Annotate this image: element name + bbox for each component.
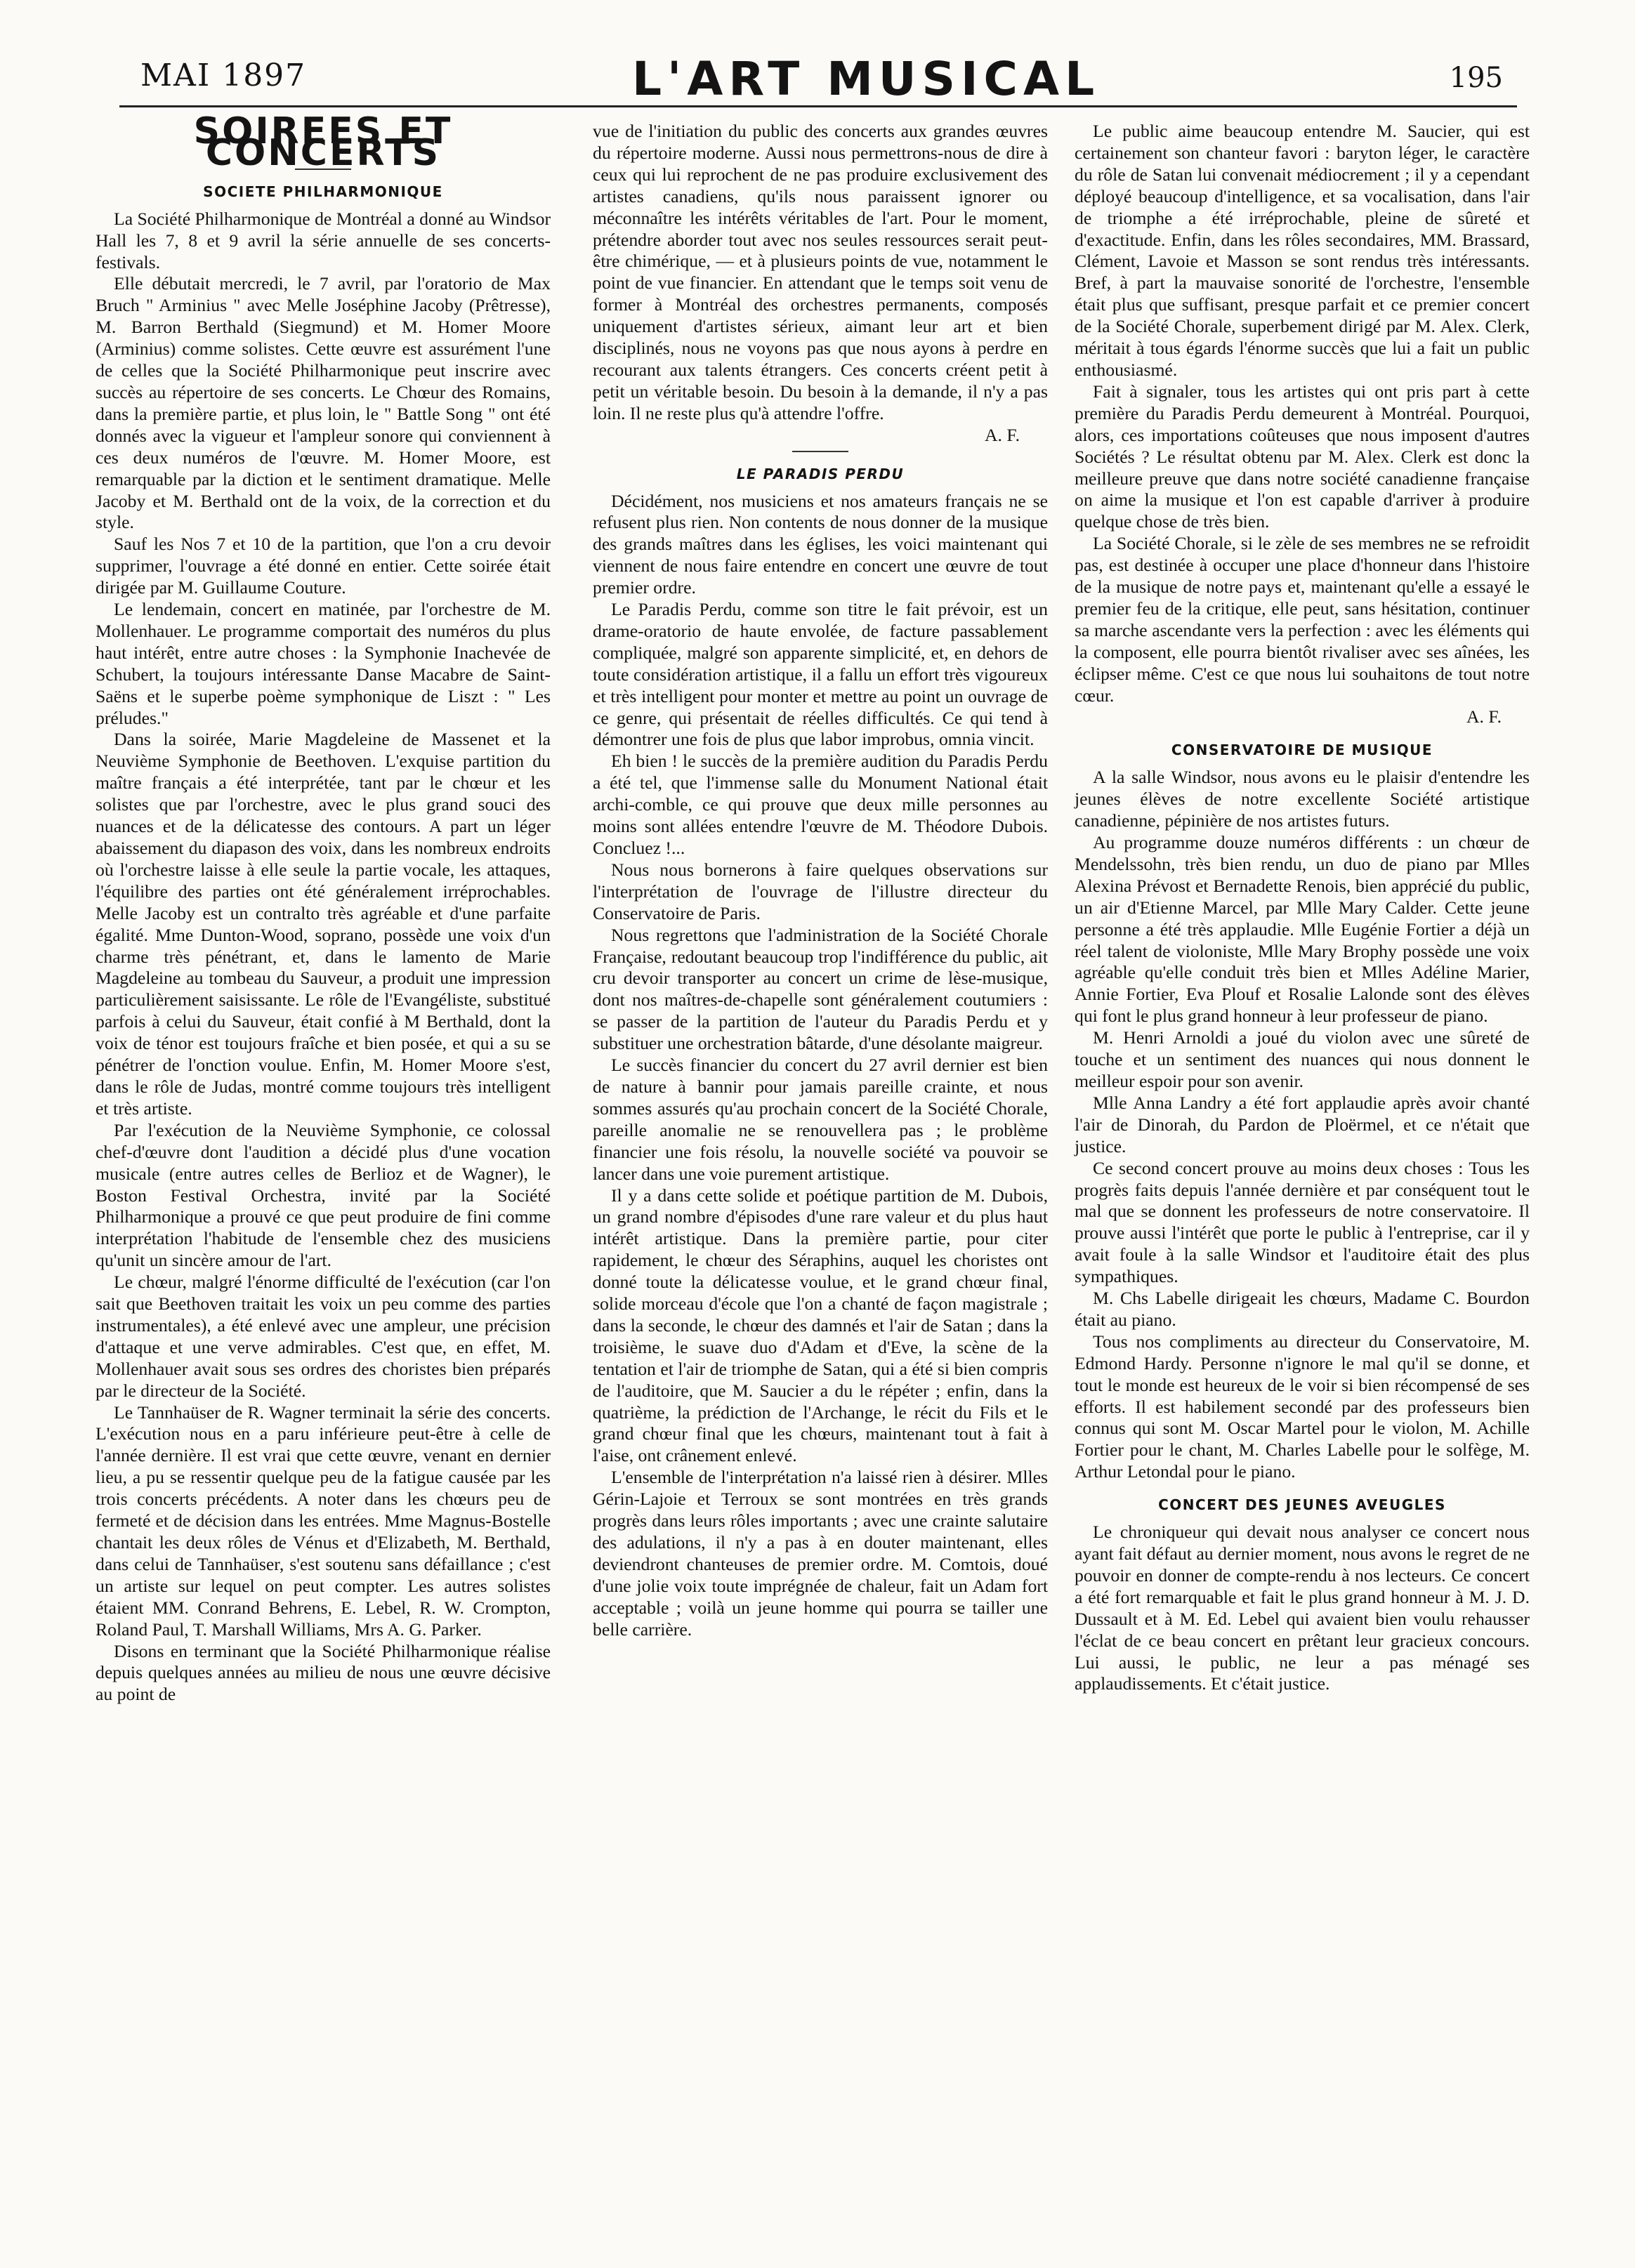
paragraph: Nous nous bornerons à faire quelques observations sur l'interprétation de l'ouvrage de l'illustre directeur du Conservatoire de Paris. [593,859,1048,923]
paragraph: Au programme douze numéros différents : un chœur de Mendelssohn, très bien rendu, un duo de piano par Mlles Alexina Prévost et Bernadette Renois, bien apprécié du public, un air d'Etienne Marcel, par Mlle Mary Calder. Cette jeune personne a été très applaudie. Mlle Eugénie Fortier a déjà un réel talent de violoniste, Mlle Mary Brophy possède une voix agréable qu'elle conduit très bien et Mlles Adéline Marier, Annie Fortier, Eva Plouf et Rosalie Lalonde sont des élèves qui font le plus grand honneur à leur professeur de piano. [1075,832,1530,1027]
paragraph: M. Chs Labelle dirigeait les chœurs, Madame C. Bourdon était au piano. [1075,1288,1530,1330]
section-heading-philharmonique: SOCIETE PHILHARMONIQUE [203,183,443,200]
paragraph: Disons en terminant que la Société Philharmonique réalise depuis quelques années au milieu de nous une œuvre décisive au point de [96,1640,551,1705]
paragraph: M. Henri Arnoldi a joué du violon avec une sûreté de touche et un sentiment des nuances qui nous donnent le meilleur espoir pour son avenir. [1075,1027,1530,1091]
paragraph: Le chroniqueur qui devait nous analyser ce concert nous ayant fait défaut au dernier moment, nous avons le regret de ne pouvoir en donner de compte-rendu à nos lecteurs. Ce concert a été fort remarquable et fait le plus grand honneur à M. J. D. Dussault et à M. Ed. Lebel qui avaient bien voulu rehausser l'éclat de ce beau concert en prêtant leur gracieux concours. Lui aussi, le public, ne leur a pas ménagé ses applaudissements. Et c'était justice. [1075,1522,1530,1694]
signature: A. F. [1466,706,1502,727]
paragraph: A la salle Windsor, nous avons eu le plaisir d'entendre les jeunes élèves de notre excellente Société artistique canadienne, pépinière de nos artistes futurs. [1075,767,1530,831]
column-3 [1075,121,1530,1695]
paragraph: Tous nos compliments au directeur du Conservatoire, M. Edmond Hardy. Personne n'ignore le mal qu'il se donne, et tout le monde est heureux de le voir si bien récompensé de ses efforts. Il est habilement secondé par des professeurs bien connus qui sont M. Oscar Martel pour le violon, M. Achille Fortier pour le chant, M. Charles Labelle pour le solfège, M. Arthur Letondal pour le piano. [1075,1331,1530,1482]
paragraph: Par l'exécution de la Neuvième Symphonie, ce colossal chef-d'œuvre dont l'audition a décidé plus d'une vocation musicale (entre autres celles de Berlioz et de Wagner), le Boston Festival Orchestra, invité par la Société Philharmonique a prouvé ce que peut produire de fini comme interprétation l'habitude de l'ensemble chez des musiciens qu'unit un sincère amour de l'art. [96,1119,551,1271]
column-2 [593,121,1048,1641]
issue-date: MAI 1897 [140,58,307,93]
page-header [91,42,1531,112]
section-heading-paradis: LE PARADIS PERDU [736,465,905,482]
paragraph: Nous regrettons que l'administration de la Société Chorale Française, redoutant beaucoup trop l'indifférence du public, ait cru devoir transporter au concert un crime de lèse-musique, dont nos maîtres-de-chapelle sont généralement coutumiers : se passer de la partition de l'auteur du Paradis Perdu et y substituer une orchestration bâtarde, d'une désolante maigreur. [593,924,1048,1054]
paragraph: Le Tannhaüser de R. Wagner terminait la série des concerts. L'exécution nous en a paru inférieure peut-être à celle de l'année dernière. Il est vrai que cette œuvre, venant en dernier lieu, a pu se ressentir quelque peu de la fatigue causée par les trois concerts précédents. A noter dans les chœurs peu de fermeté et de décision dans les entrées. Mme Magnus-Bostelle chantait les deux rôles de Vénus et d'Elizabeth, M. Berthald, dans celui de Tannhaüser, s'est soutenu sans défaillance ; c'est un artiste sur lequel on peut compter. Les autres solistes étaient MM. Conrand Behrens, E. Lebel, R. W. Crompton, Roland Paul, T. Marshall Williams, Mrs A. G. Parker. [96,1402,551,1640]
paragraph: Il y a dans cette solide et poétique partition de M. Dubois, un grand nombre d'épisodes d'une rare valeur et du plus haut intérêt artistique. Dans la première partie, pour citer rapidement, le chœur des Séraphins, auquel les choristes ont donné toute la délicatesse voulue, et le grand chœur final, solide morceau d'école que l'on a chanté de façon magistrale ; dans la seconde, le chœur des damnés et l'air de Satan ; dans la troisième, le suave duo d'Adam et d'Eve, la scène de la tentation et l'air de triomphe de Satan, qui a été si bien compris de l'auditoire, que M. Saucier a du le répéter ; enfin, dans la quatrième, la prédiction de l'Archange, le récit du Fils et le grand chœur final que les chœurs, maintenant tout à fait à l'aise, ont crânement enlevé. [593,1185,1048,1466]
paragraph: Dans la soirée, Marie Magdeleine de Massenet et la Neuvième Symphonie de Beethoven. L'exquise partition du maître français a été interprétée, tant par le chœur et les solistes que par l'orchestre, avec le plus grand souci des nuances et de la délicatesse des contours. A part un léger abaissement du diapason des voix, dans les nombreux endroits où l'orchestre laisse à elle seule la partie vocale, les attaques, l'équilibre des parties ont été généralement irréprochables. Melle Jacoby est un contralto très agréable et d'une parfaite égalité. Mme Dunton-Wood, soprano, possède une voix d'un charme très pénétrant, et, dans le lamento de Marie Magdeleine au tombeau du Sauveur, a produit une impression particulièrement saisissante. Le rôle de l'Evangéliste, substitué parfois à celui du Sauveur, était confié à M Berthald, dont la voix de ténor est toujours fraîche et bien posée, et qui a su se pénétrer de l'onction voulue. Enfin, M. Homer Moore s'est, dans le rôle de Judas, montré comme toujours très intelligent et très artiste. [96,729,551,1119]
section-heading-conservatoire: CONSERVATOIRE DE MUSIQUE [1171,741,1433,759]
header-rule [119,105,1517,107]
paragraph: La Société Chorale, si le zèle de ses membres ne se refroidit pas, est destinée à occuper une place d'honneur dans l'histoire de la musique de notre pays et, maintenant qu'elle a essayé le premier feu de la critique, elle peut, sans hésitation, continuer sa marche ascendante vers la perfection : avec les éléments qui la composent, elle pourra bientôt rivaliser avec ses aînées, les éclipser même. C'est ce que nous lui souhaitons de tout notre cœur. [1075,533,1530,706]
signature: A. F. [984,424,1020,445]
paragraph: Eh bien ! le succès de la première audition du Paradis Perdu a été tel, que l'immense salle du Monument National était archi-comble, ce qui prouve que deux mille personnes au moins sont allées entendre l'œuvre de M. Théodore Dubois. Concluez !... [593,751,1048,858]
paragraph: Elle débutait mercredi, le 7 avril, par l'oratorio de Max Bruch " Arminius " avec Melle Joséphine Jacoby (Prêtresse), M. Barron Berthald (Siegmund) et M. Homer Moore (Arminius) comme solistes. Cette œuvre est assurément l'une de celles que la Société Philharmonique peut inscrire avec succès au répertoire de ses concerts. Le Chœur des Romains, dans la première partie, et plus loin, le " Battle Song " ont été donnés avec la vigueur et l'ampleur sonore qui conviennent à ces deux numéros de l'œuvre. M. Homer Moore, est remarquable par la diction et le sentiment dramatique. Melle Jacoby et M. Berthald ont de la voix, de la correction et du style. [96,273,551,533]
paragraph: vue de l'initiation du public des concerts aux grandes œuvres du répertoire moderne. Aussi nous permettrons-nous de dire à ceux qui lui reprochent de ne pas produire exclusivement des artistes canadiens, qu'ils nous paraissent ignorer ou méconnaître les intérêts véritables de l'art. Pour le moment, prétendre aborder tout avec nos seules ressources serait peut-être chimérique, — et à plusieurs points de vue, notamment le point de vue financier. En attendant que le temps soit venu de former à Montréal des orchestres permanents, composés uniquement d'artistes sérieux, aimant leur art et bien disciplinés, nous ne voyons pas que nous ayons à perdre en recourant aux talents étrangers. Ces concerts créent petit à petit un véritable besoin. Du besoin à la demande, il n'y a pas loin. Il ne reste plus qu'à attendre l'offre. [593,121,1048,423]
column-1 [96,110,551,1706]
page-number: 195 [1449,62,1503,94]
main-title: SOIREES ET CONCERTS [193,110,453,174]
paragraph: La Société Philharmonique de Montréal a donné au Windsor Hall les 7, 8 et 9 avril la série annuelle de ses concerts-festivals. [96,208,551,272]
paragraph: Décidément, nos musiciens et nos amateurs français ne se refusent plus rien. Non contents de nous donner de la musique des grands maîtres dans les églises, les voici maintenant qui viennent de nous faire entendre en concert une œuvre de tout premier ordre. [593,490,1048,598]
section-heading-aveugles: CONCERT DES JEUNES AVEUGLES [1158,1496,1446,1514]
masthead-title: L'ART MUSICAL [632,52,1101,106]
paragraph: Sauf les Nos 7 et 10 de la partition, que l'on a cru devoir supprimer, l'ouvrage a été donné en entier. Cette soirée était dirigée par M. Guillaume Couture. [96,534,551,598]
paragraph: Le lendemain, concert en matinée, par l'orchestre de M. Mollenhauer. Le programme comportait des numéros du plus haut intérêt, entre autre choses : la Symphonie Inachevée de Schubert, la toujours intéressante Danse Macabre de Saint-Saëns et le superbe poème symphonique de Liszt : " Les préludes." [96,599,551,728]
paragraph: Ce second concert prouve au moins deux choses : Tous les progrès faits depuis l'année dernière et par conséquent tout le mal que se donnent les professeurs de notre conservatoire. Il prouve aussi l'intérêt que porte le public à l'entreprise, car il y avait foule à la salle Windsor et l'auditoire était des plus sympathiques. [1075,1157,1530,1287]
paragraph: Le succès financier du concert du 27 avril dernier est bien de nature à bannir pour jamais pareille crainte, et nous sommes assurés qu'au prochain concert de la Société Chorale, pareille anomalie ne se renouvellera pas ; le problème financier une fois résolu, la nouvelle société va pouvoir se lancer dans une voie purement artistique. [593,1055,1048,1184]
paragraph: Le public aime beaucoup entendre M. Saucier, qui est certainement son chanteur favori : baryton léger, le caractère du rôle de Satan lui convenait médiocrement ; il y a cependant déployé beaucoup d'intelligence, et sa vocalisation, dans l'air de triomphe a été irréprochable, pleine de sûreté et d'exactitude. Enfin, dans les rôles secondaires, MM. Brassard, Clément, Lavoie et Masson se sont rendus très intéressants. Bref, à part la mauvaise sonorité de l'orchestre, l'ensemble était plus que suffisant, presque parfait et ce premier concert de la Société Chorale, superbement dirigé par M. Alex. Clerk, méritait à tous égards l'énorme succès que lui a fait un public enthousiasmé. [1075,121,1530,380]
paragraph: Mlle Anna Landry a été fort applaudie après avoir chanté l'air de Dinorah, du Pardon de Ploërmel, et ce n'était que justice. [1075,1092,1530,1156]
paragraph: Le Paradis Perdu, comme son titre le fait prévoir, est un drame-oratorio de haute envolée, de facture passablement compliquée, malgré son apparente simplicité, et, en dehors de toute considération artistique, il a fallu un effort très vigoureux et très intelligent pour monter et mettre au point un ouvrage de ce genre, qui présentait de réelles difficultés. Ce qui tend à démontrer une fois de plus que labor improbus, omnia vincit. [593,599,1048,750]
paragraph: L'ensemble de l'interprétation n'a laissé rien à désirer. Mlles Gérin-Lajoie et Terroux se sont montrées en très grands progrès dans leurs rôles importants ; avec une crainte salutaire des adulations, il n'y a pas à en douter maintenant, elles deviendront chanteuses de premier ordre. M. Comtois, doué d'une jolie voix toute imprégnée de chaleur, fait un Adam fort acceptable ; voilà un jeune homme qui pourra se tailler une belle carrière. [593,1467,1048,1640]
paragraph: Le chœur, malgré l'énorme difficulté de l'exécution (car l'on sait que Beethoven traitait les voix un peu comme des parties instrumentales), a été enlevé avec une ampleur, une précision d'attaque et une verve admirables. C'est que, en effet, M. Mollenhauer avait sous ses ordres des choristes bien préparés par le directeur de la Société. [96,1272,551,1401]
paragraph: Fait à signaler, tous les artistes qui ont pris part à cette première du Paradis Perdu demeurent à Montréal. Pourquoi, alors, ces importations coûteuses que nous imposent d'autres Sociétés ? Le résultat obtenu par M. Alex. Clerk est donc la meilleure preuve que dans notre société canadienne française on aime la musique et l'on est capable d'arriver à produire quelque chose de très bien. [1075,381,1530,532]
section-rule [792,451,848,452]
